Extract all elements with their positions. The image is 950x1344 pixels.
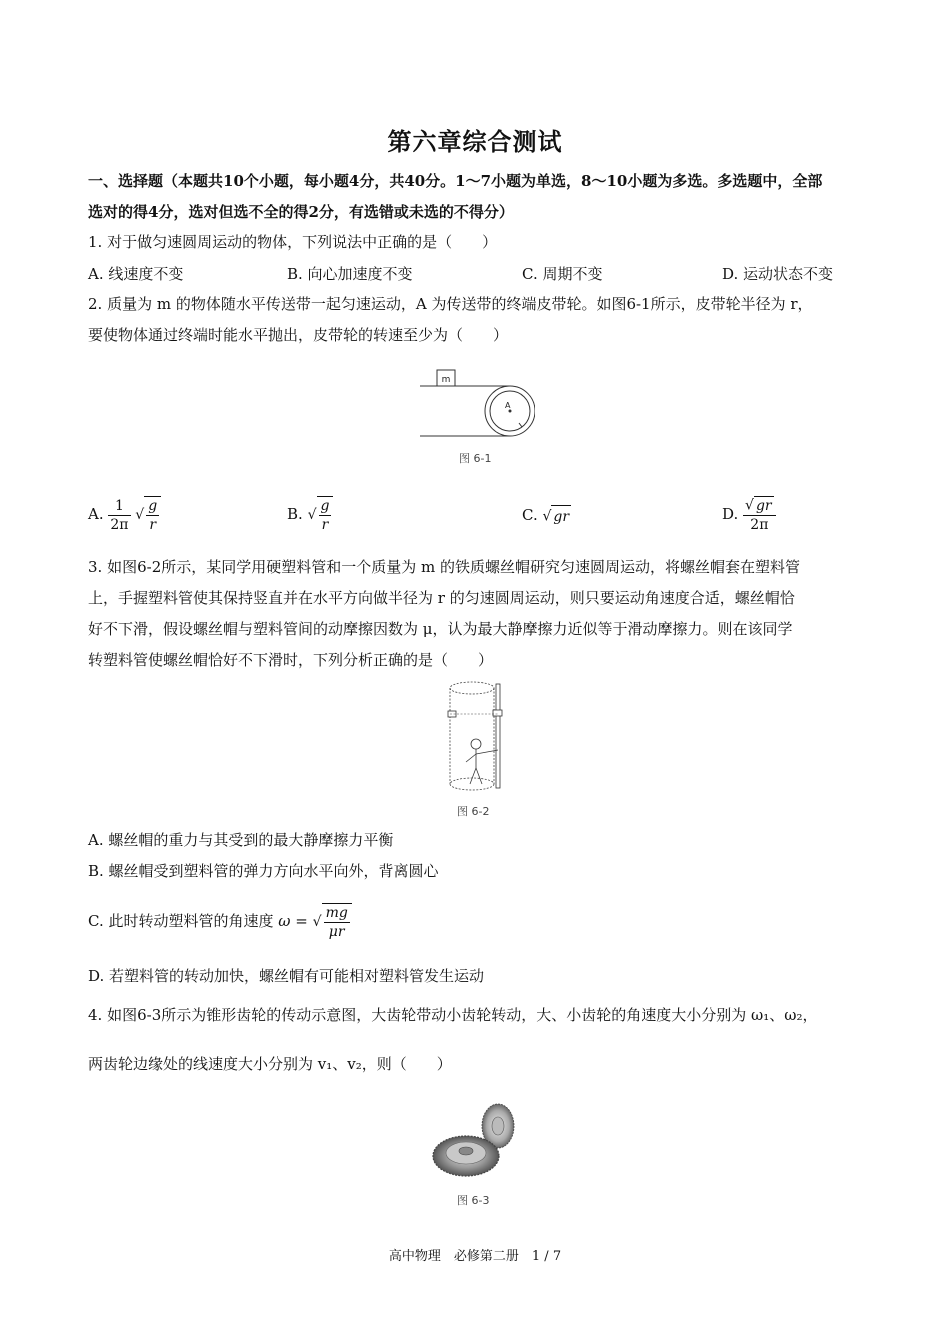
q4-stem-line2: 两齿轮边缘处的线速度大小分别为 v₁、v₂，则（ ） — [88, 1055, 452, 1073]
q2-stem-line2: 要使物体通过终端时能水平抛出，皮带轮的转速至少为（ ） — [88, 326, 509, 344]
q2-option-d-label: D. — [722, 505, 739, 523]
q2-option-a-label: A. — [88, 505, 104, 523]
q2-option-a-coef: $\frac{1}{2\pi}$ — [110, 497, 129, 533]
q3-option-c-text: C. 此时转动塑料管的角速度 — [88, 912, 274, 930]
q2-option-c: C. √ gr — [522, 504, 571, 528]
q3-stem-line3: 好不下滑，假设螺丝帽与塑料管间的动摩擦因数为 μ，认为最大静摩擦力近似等于滑动摩擦力。则在该同学 — [88, 620, 793, 638]
page-title: 第六章综合测试 — [387, 127, 563, 156]
q2-option-d — [722, 496, 776, 534]
figure-6-1-conveyor-diagram — [415, 365, 535, 450]
figure-6-1-caption: 图 6-1 — [459, 452, 492, 465]
q2-option-a — [88, 496, 161, 534]
q3-stem-line1: 3. 如图6-2所示，某同学用硬塑料管和一个质量为 m 的铁质螺丝帽研究匀速圆周运动，将螺丝帽套在塑料管 — [88, 558, 800, 576]
q2-stem-line1: 2. 质量为 m 的物体随水平传送带一起匀速运动，A 为传送带的终端皮带轮。如图6-1所示，皮带轮半径为 r， — [88, 295, 813, 313]
figure-6-2-tube-diagram — [440, 680, 510, 798]
section-instructions-line2: 选对的得4分，选对但选不全的得2分，有选错或未选的不得分） — [88, 203, 514, 221]
q3-option-c — [88, 903, 352, 941]
figure-6-1-mass-label: m — [441, 375, 451, 385]
q3-option-c-radical: √ $\frac{mg}{\mu r}$ — [313, 903, 352, 941]
q4-stem-line1: 4. 如图6-3所示为锥形齿轮的传动示意图，大齿轮带动小齿轮转动，大、小齿轮的角速度大小分别为 ω₁、ω₂， — [88, 1006, 818, 1024]
q1-option-c: C. 周期不变 — [522, 265, 603, 283]
q3-stem-line2: 上，手握塑料管使其保持竖直并在水平方向做半径为 r 的匀速圆周运动，则只要运动角速度合适，螺丝帽恰 — [88, 589, 795, 607]
q3-option-c-omega: ω — [278, 912, 291, 930]
q1-stem: 1. 对于做匀速圆周运动的物体，下列说法中正确的是（ ） — [88, 233, 498, 251]
figure-6-2-caption: 图 6-2 — [457, 805, 490, 818]
q2-option-a-radical: √ $\frac{g}{r}$ — [135, 496, 161, 534]
q1-option-a: A. 线速度不变 — [88, 265, 184, 283]
q2-option-d-fraction: $\frac{√ gr}{2\pi}$ — [743, 496, 776, 534]
q3-option-a: A. 螺丝帽的重力与其受到的最大静摩擦力平衡 — [88, 831, 394, 849]
q3-option-b: B. 螺丝帽受到塑料管的弹力方向水平向外，背离圆心 — [88, 862, 439, 880]
q1-option-d: D. 运动状态不变 — [722, 265, 834, 283]
figure-6-3-bevel-gears-image — [428, 1098, 520, 1186]
section-instructions-line1: 一、选择题（本题共10个小题，每小题4分，共40分。1～7小题为单选，8～10小题为多选。多选题中，全部 — [88, 172, 823, 190]
q3-option-c-equals: = — [295, 912, 308, 930]
q1-option-b: B. 向心加速度不变 — [287, 265, 413, 283]
q2-option-b-label: B. — [287, 505, 303, 523]
q3-option-d: D. 若塑料管的转动加快，螺丝帽有可能相对塑料管发生运动 — [88, 967, 485, 985]
figure-6-1-wheel-label: A — [505, 401, 511, 410]
q2-option-b-radical: √ $\frac{g}{r}$ — [308, 496, 334, 534]
q2-option-c-radicand: gr — [551, 505, 571, 528]
page-footer: 高中物理 必修第二册 1 / 7 — [388, 1249, 562, 1264]
q3-stem-line4: 转塑料管使螺丝帽恰好不下滑时，下列分析正确的是（ ） — [88, 651, 494, 669]
q2-option-c-label: C. — [522, 506, 538, 524]
q2-option-b — [287, 496, 333, 534]
figure-6-3-caption: 图 6-3 — [457, 1194, 490, 1207]
